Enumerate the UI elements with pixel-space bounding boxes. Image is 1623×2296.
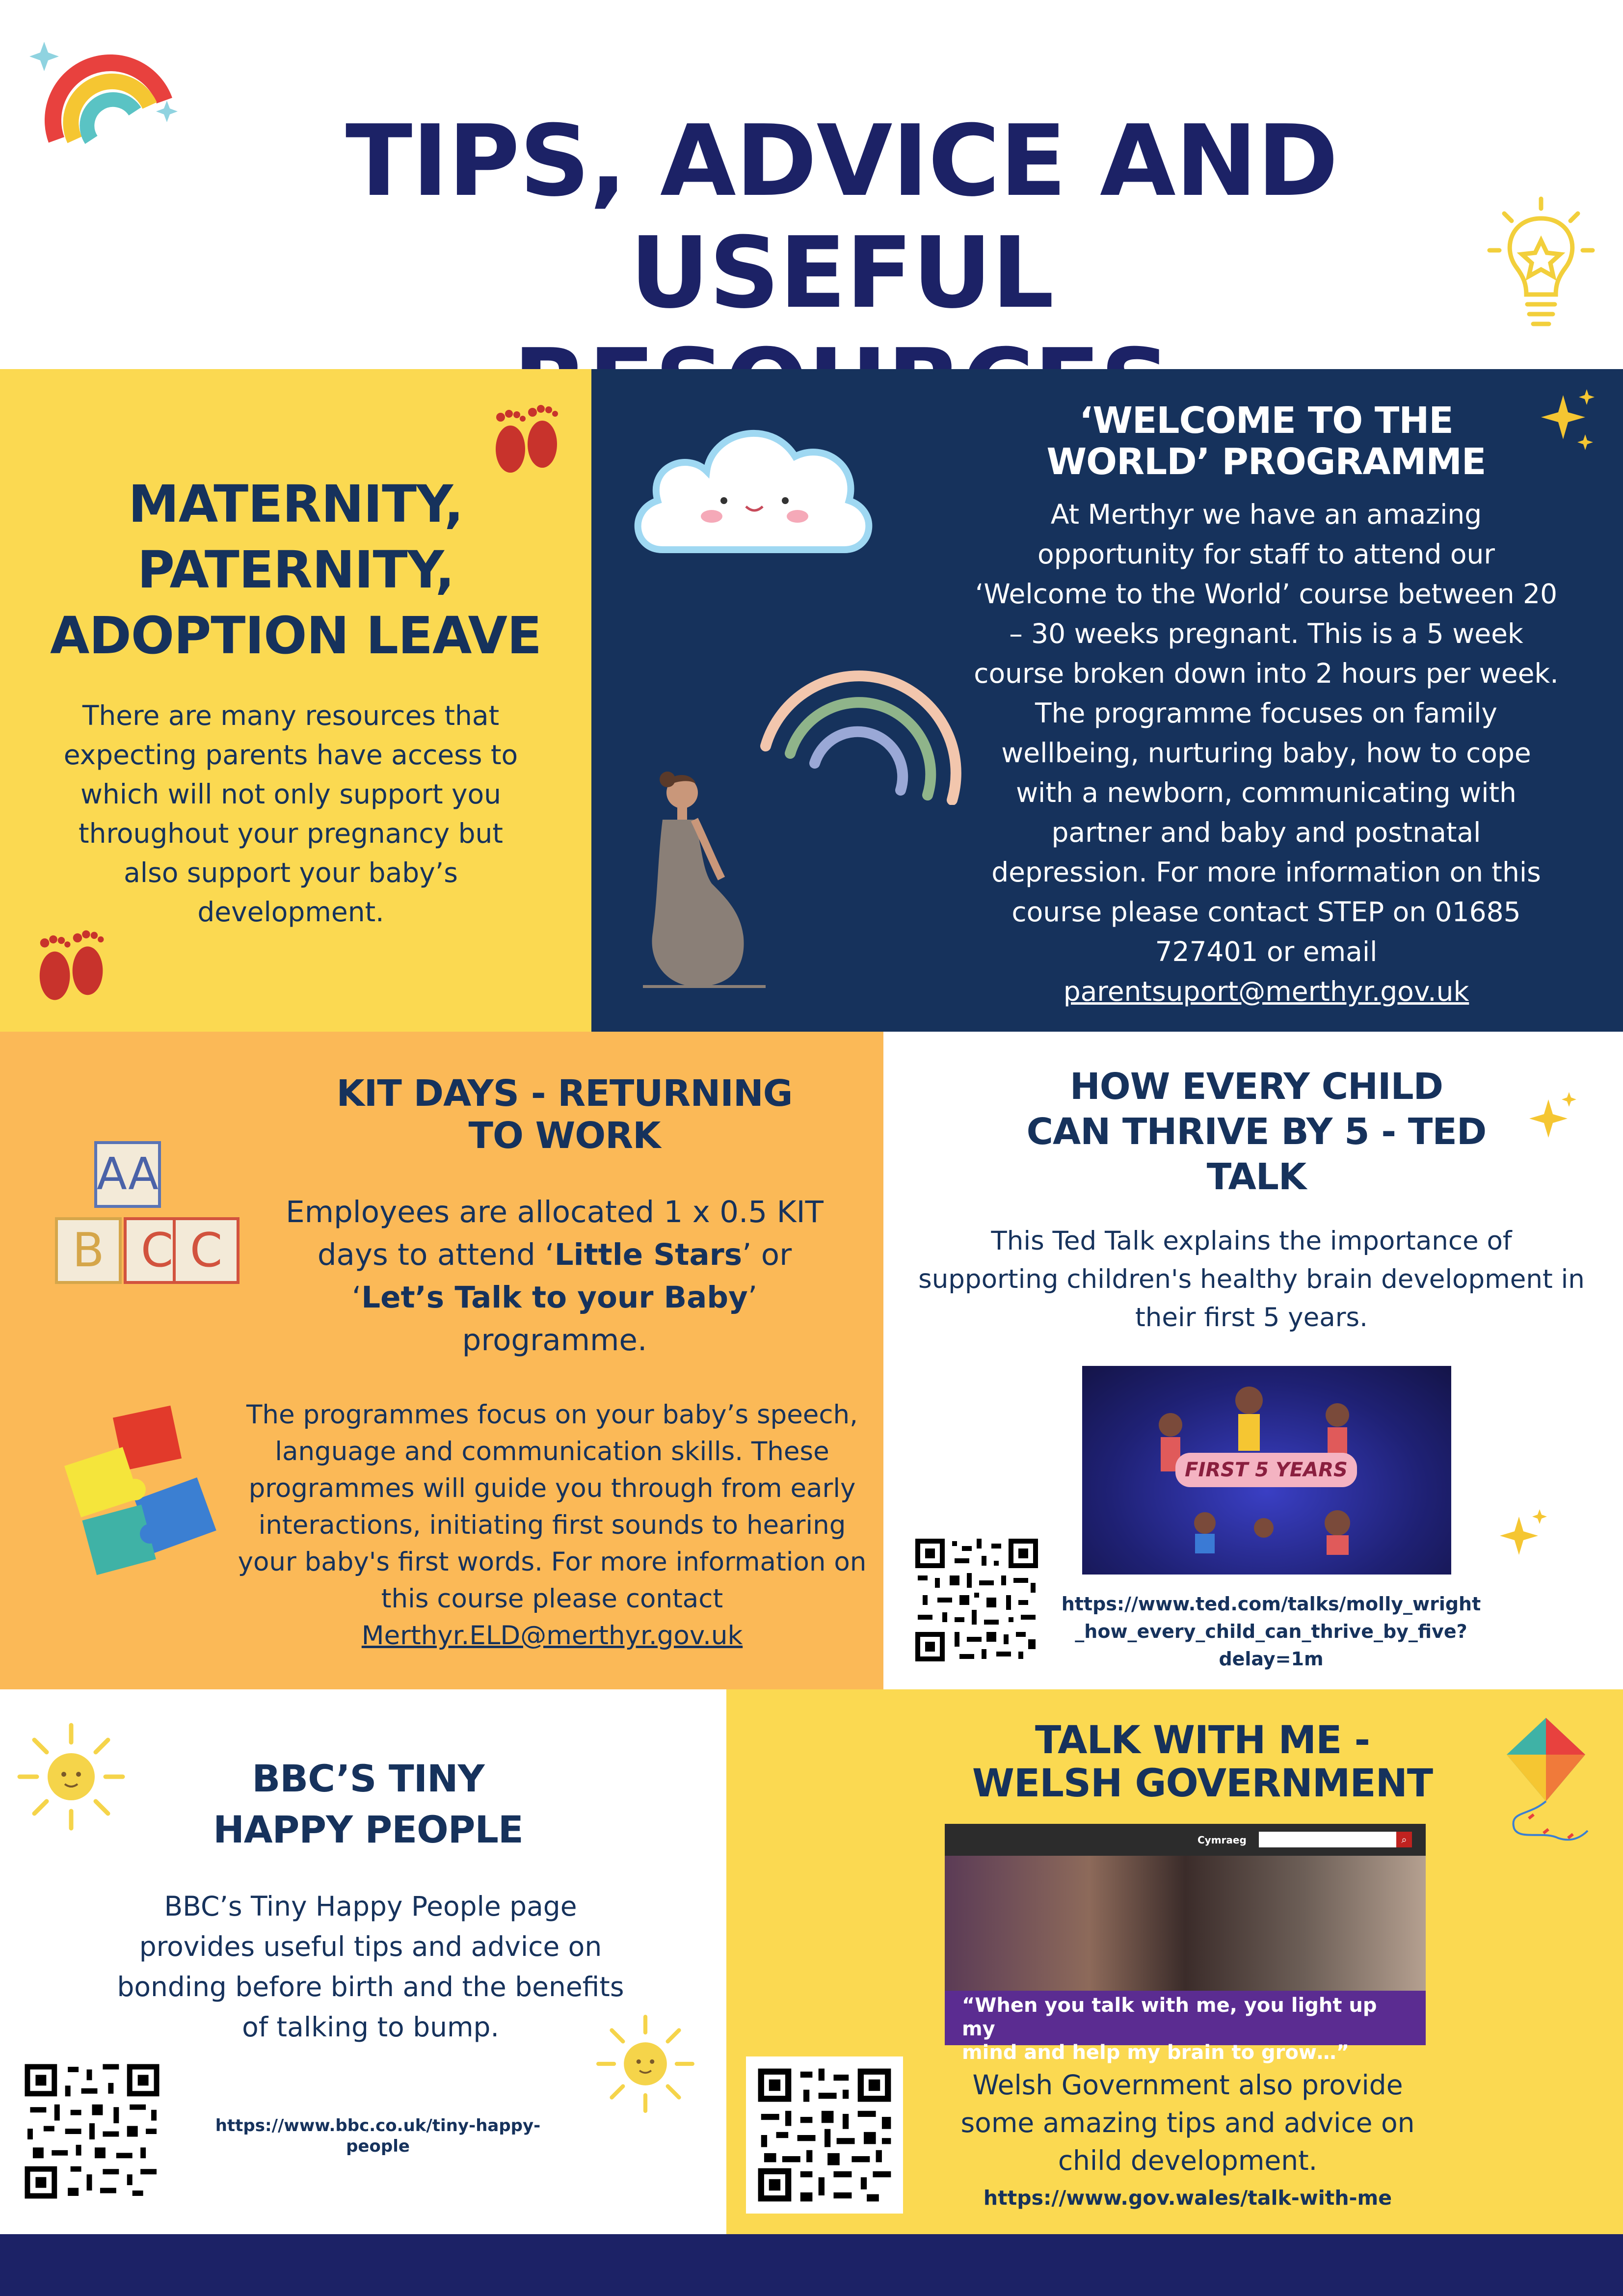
kit-body-text: The programmes focus on your baby’s speech, language and communication skills. These programmes will guide you through from early interactions, initiating first sounds to hearing your baby's first words. For more information on this course please contact [238,1400,867,1614]
cloud-icon [628,402,883,569]
talk-with-me-body: Welsh Government also provide some amazing tips and advice on child development. [960,2069,1415,2176]
ted-url-line: https://www.ted.com/talks/molly_wright [1061,1593,1481,1615]
bbc-url-line: people [346,2136,410,2156]
abc-blocks-icon [52,1138,240,1295]
bbc-heading-line: HAPPY PEOPLE [213,1808,523,1851]
svg-text:B: B [72,1224,105,1278]
title-line-1: TIPS, ADVICE AND USEFUL [345,104,1338,330]
sparkle-icon [1524,1087,1580,1148]
ted-talk-url[interactable] [1055,1590,1487,1673]
welcome-heading [957,400,1575,482]
maternity-heading-line: ADOPTION LEAVE [50,606,541,666]
ted-talk-body: This Ted Talk explains the importance of supporting children's healthy brain development in their first 5 years. [918,1226,1585,1333]
little-stars-programme: Little Stars [554,1237,742,1272]
baby-feet-icon [27,925,113,1006]
bbc-body: BBC’s Tiny Happy People page provides useful tips and advice on bonding before birth and the benefits of talking to bump. [117,1891,624,2043]
kit-intro-text: ’ or ‘ [351,1237,792,1315]
ted-heading-line: TALK [1206,1156,1306,1198]
lets-talk-programme: Let’s Talk to your Baby [361,1280,748,1315]
svg-text:C: C [140,1224,174,1278]
kit-email-link[interactable]: Merthyr.ELD@merthyr.gov.uk [361,1621,743,1651]
kit-days-intro [275,1191,834,1362]
kite-icon [1499,1713,1593,1845]
maternity-heading-line: MATERNITY, [128,474,463,534]
ted-heading-line: HOW EVERY CHILD [1069,1066,1443,1108]
thumbnail-search-box [1259,1832,1401,1847]
kit-days-heading [294,1072,834,1157]
sun-icon [15,1720,128,1833]
ted-url-line: delay=1m [1219,1648,1324,1670]
search-icon: ⌕ [1396,1832,1412,1847]
caption-line: mind and help my brain to grow…” [962,2041,1350,2064]
welcome-body [972,495,1561,1012]
kit-days-body [236,1396,869,1654]
ted-heading-line: CAN THRIVE BY 5 - TED [1026,1111,1487,1153]
kit-heading-line: KIT DAYS - RETURNING [336,1072,793,1115]
maternity-heading [20,471,572,668]
bbc-url-line: https://www.bbc.co.uk/tiny-happy- [215,2116,541,2136]
ted-talk-heading [986,1064,1526,1200]
puzzle-pieces-icon [61,1401,231,1593]
qr-code-welsh-gov[interactable] [746,2056,903,2214]
maternity-body: There are many resources that expecting parents have access to which will not only support you throughout your pregnancy but also support your baby’s development. [63,700,518,928]
sparkle-icon [1494,1504,1551,1566]
bbc-heading-line: BBC’S TINY [252,1757,484,1800]
talk-heading-line: WELSH GOVERNMENT [972,1762,1433,1806]
talk-with-me-heading [923,1719,1482,1805]
welcome-heading-line: ‘WELCOME TO THE [1079,400,1453,442]
qr-code-bbc[interactable] [22,2061,162,2201]
kit-heading-line: TO WORK [468,1115,661,1157]
kit-intro-text: Employees are allocated 1 x 0.5 KIT days to attend ‘ [286,1195,824,1272]
thumbnail-caption [962,1994,1413,2064]
caption-line: “When you talk with me, you light up my [962,1994,1377,2040]
pregnant-woman-illustration [638,771,785,996]
welcome-email-link[interactable]: parentsuport@merthyr.gov.uk [1063,976,1469,1007]
talk-heading-line: TALK WITH ME - [1035,1718,1370,1762]
welcome-body-text: At Merthyr we have an amazing opportunity for staff to attend our ‘Welcome to the World’ course between 20 – 30 weeks pregnant. This is a 5 week course broken down into 2 hours per week. The programme focuses on family wellbeing, nurturing baby, how to cope with a newborn, communicating with partner and baby and postnatal depression. For more information on this course please contact STEP on 01685 727401 or email [974,499,1559,967]
qr-code-ted[interactable] [913,1536,1040,1664]
welcome-heading-line: WORLD’ PROGRAMME [1046,441,1486,483]
family-photo-banner [945,1856,1426,1991]
kit-intro-text: ’ programme. [462,1280,758,1358]
talk-with-me-url[interactable]: https://www.gov.wales/talk-with-me [983,2186,1392,2210]
bbc-heading [147,1753,589,1855]
bbc-url[interactable] [182,2115,574,2157]
ted-url-line: _how_every_child_can_thrive_by_five? [1075,1621,1467,1642]
footer-band [0,2234,1623,2296]
ted-thumbnail-label: FIRST 5 YEARS [1175,1453,1357,1487]
cymraeg-label: Cymraeg [1197,1834,1247,1846]
maternity-heading-line: PATERNITY, [137,540,454,600]
baby-feet-icon [483,400,567,479]
svg-text:C: C [189,1224,223,1278]
svg-text:AA: AA [97,1148,159,1200]
